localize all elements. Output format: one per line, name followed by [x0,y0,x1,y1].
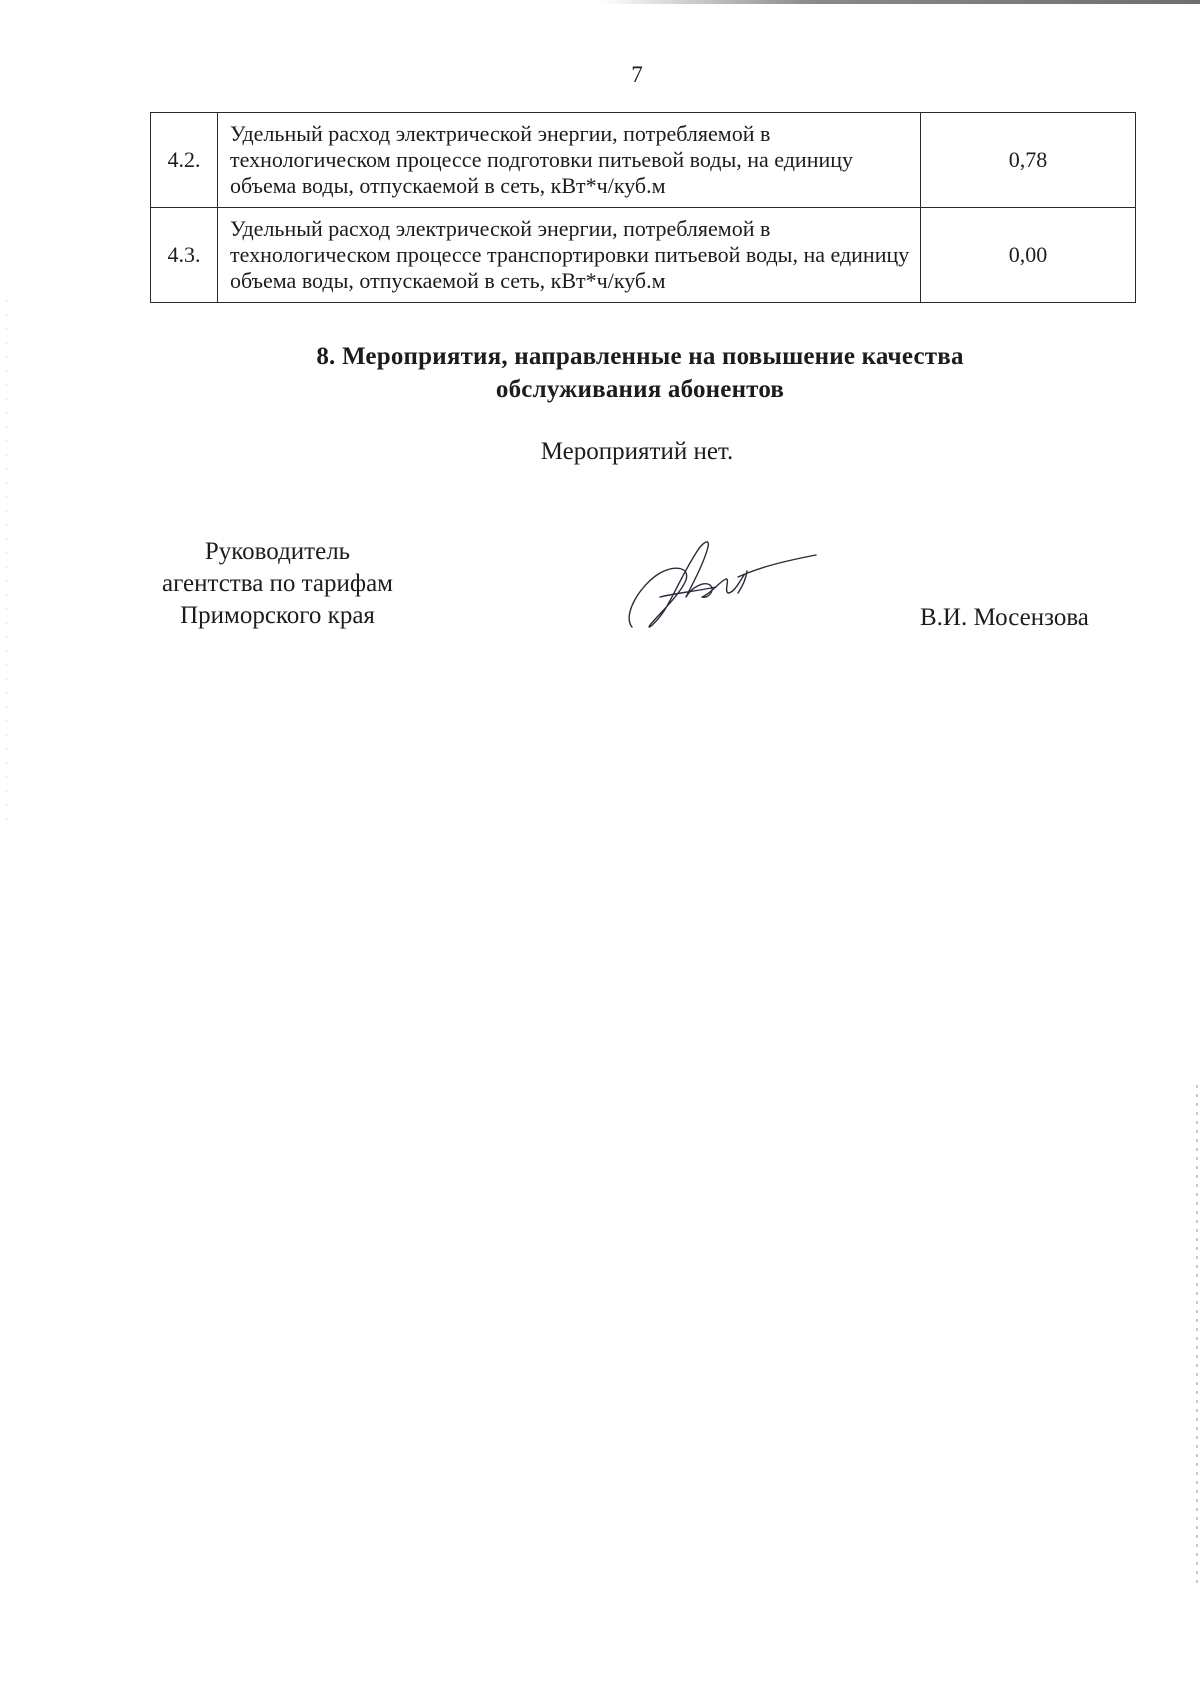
handwritten-signature [620,535,820,635]
row-number: 4.2. [151,113,218,208]
signer-title [145,536,410,632]
page-number: 7 [631,62,643,87]
signer-title-line: агентства по тарифам [161,570,394,597]
signer-title-line: Руководитель [204,538,351,565]
scan-edge-left [6,300,7,820]
section-body: Мероприятий нет. [540,438,734,465]
section-heading: 8. Мероприятия, направленные на повышение качества обслуживания абонентов [316,343,964,403]
row-number: 4.3. [151,208,218,303]
row-description: Удельный расход электрической энергии, потребляемой в технологическом процессе подготовки питьевой воды, на единицу объема воды, отпускаемой в сеть, кВт*ч/куб.м [218,113,921,208]
scan-edge-top [600,0,1200,4]
signer-name: В.И. Мосензова [920,604,1089,631]
scan-edge-right [1196,1085,1198,1585]
row-value: 0,78 [921,113,1136,208]
row-value: 0,00 [921,208,1136,303]
row-description: Удельный расход электрической энергии, потребляемой в технологическом процессе транспортировки питьевой воды, на единицу объема воды, отпускаемой в сеть, кВт*ч/куб.м [218,208,921,303]
indicators-table [150,112,1136,303]
table-row [151,113,1136,208]
signer-title-line: Приморского края [180,602,375,629]
table-row [151,208,1136,303]
